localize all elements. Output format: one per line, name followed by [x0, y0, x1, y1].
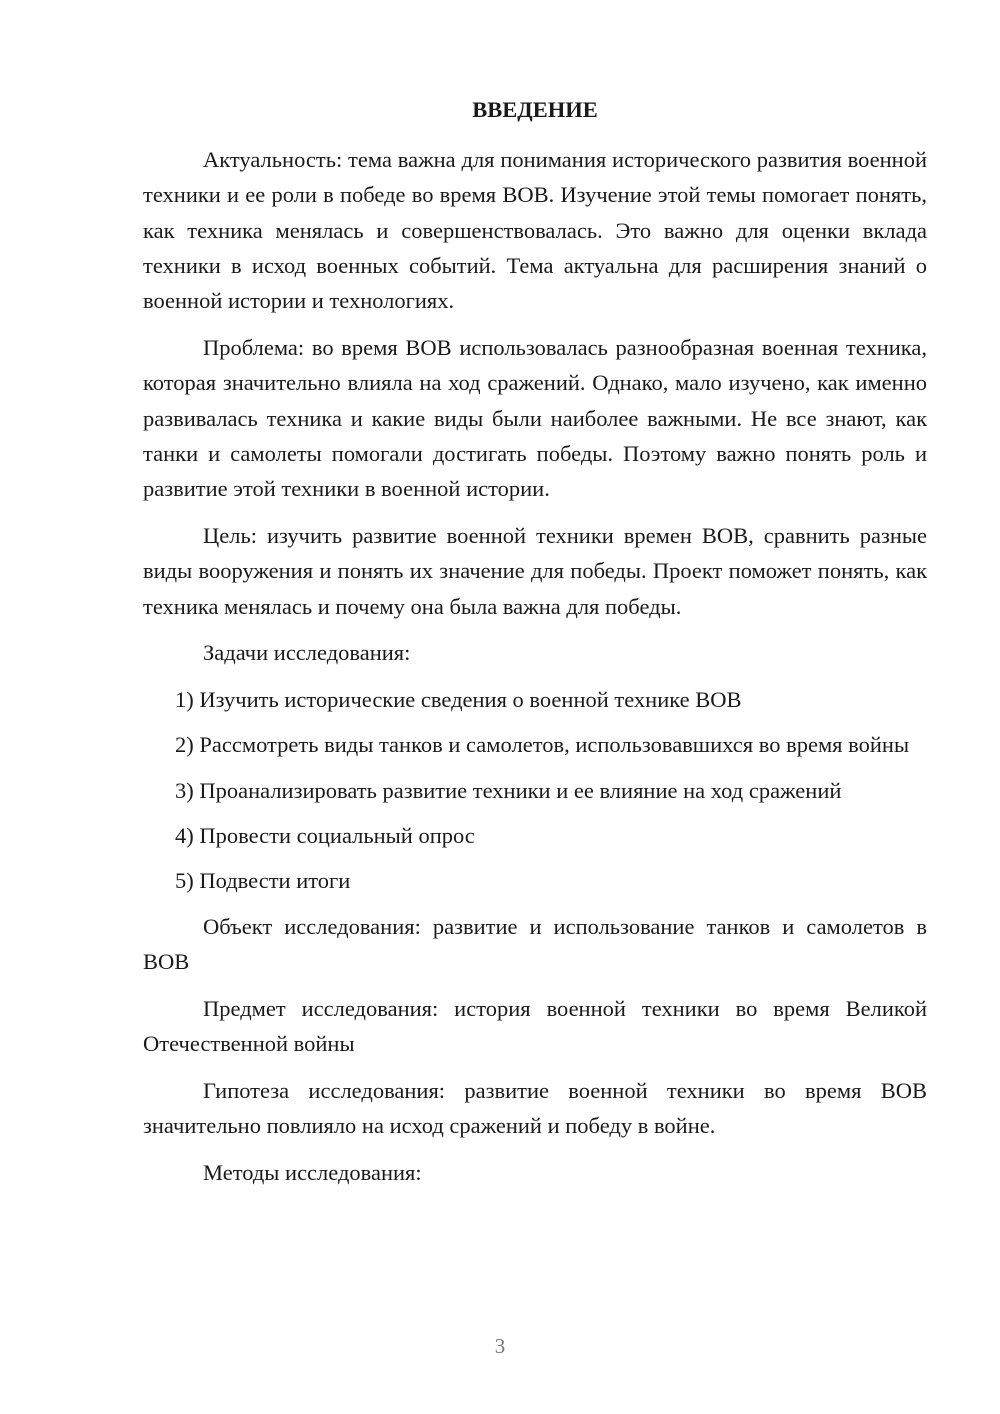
paragraph-methods: Методы исследования:	[203, 1159, 422, 1185]
task-item: 3) Проанализировать развитие техники и ее влияние на ход сражений	[175, 777, 842, 803]
paragraph-subject: Предмет исследования: история военной техники во время Великой Отечественной войны	[143, 995, 927, 1057]
task-item: 1) Изучить исторические сведения о военной технике ВОВ	[175, 687, 742, 713]
paragraph-object: Объект исследования: развитие и использование танков и самолетов в ВОВ	[143, 913, 927, 974]
task-item: 5) Подвести итоги	[175, 868, 351, 894]
document-page	[143, 92, 927, 1202]
paragraph-goal: Цель: изучить развитие военной техники времен ВОВ, сравнить разные виды вооружения и понять их значение для победы. Проект поможет понять, как техника менялась и почему она была важна для победы.	[143, 522, 927, 619]
paragraph-problem: Проблема: во время ВОВ использовалась разнообразная военная техника, которая значительно влияла на ход сражений. Однако, мало изучено, как именно развивалась техника и какие виды были наиболее важными. Не все знают, как танки и самолеты помогали достигать победы. Поэтому важно понять роль и развитие этой техники в военной истории.	[143, 334, 927, 502]
task-item: 4) Провести социальный опрос	[175, 823, 475, 849]
task-item: 2) Рассмотреть виды танков и самолетов, использовавшихся во время войны	[175, 732, 910, 758]
paragraph-relevance: Актуальность: тема важна для понимания исторического развития военной техники и ее роли в победе во время ВОВ. Изучение этой темы помогает понять, как техника менялась и совершенствовалась. Это важно для оценки вклада техники в исход военных событий. Тема актуальна для расширения знаний о военной истории и технологиях.	[143, 147, 927, 314]
page-number: 3	[494, 1334, 506, 1358]
section-title: ВВЕДЕНИЕ	[472, 97, 598, 122]
paragraph-hypothesis: Гипотеза исследования: развитие военной техники во время ВОВ значительно повлияло на исход сражений и победу в войне.	[143, 1077, 927, 1139]
paragraph-tasks-heading: Задачи исследования:	[203, 640, 411, 666]
